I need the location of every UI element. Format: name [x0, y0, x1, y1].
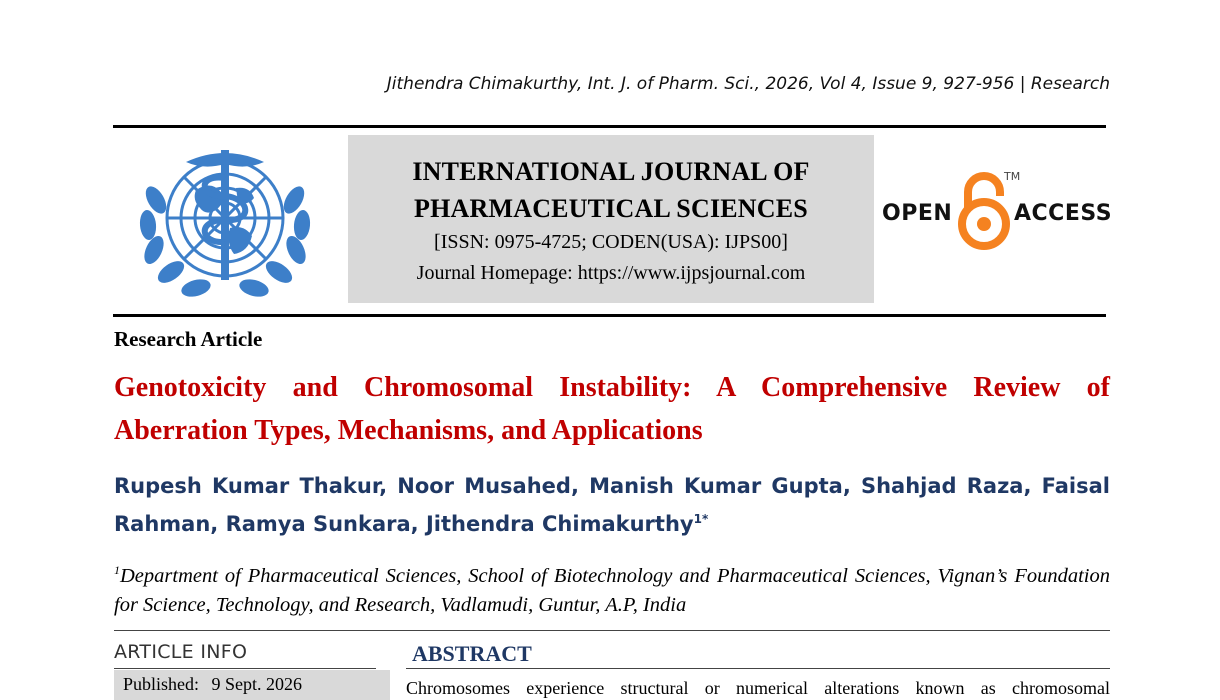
published-date: 9 Sept. 2026 — [211, 674, 303, 694]
article-info-heading: ARTICLE INFO — [114, 641, 248, 663]
open-access-word-open: OPEN — [882, 201, 953, 226]
article-title: Genotoxicity and Chromosomal Instability: A Comprehensive Review of Aberration Types, Mechanisms, and Applications — [114, 372, 1110, 446]
published-date-box — [114, 670, 390, 700]
header-top-rule — [113, 125, 1106, 128]
trademark-mark: TM — [1004, 170, 1021, 183]
journal-name-line-1: INTERNATIONAL JOURNAL OF — [412, 157, 810, 186]
article-info-underline — [114, 668, 376, 669]
journal-masthead — [348, 135, 874, 303]
author-names: Rupesh Kumar Thakur, Noor Musahed, Manish Kumar Gupta, Shahjad Raza, Faisal Rahman, Ramya Sunkara, Jithendra Chimakurthy — [114, 474, 1110, 536]
abstract-underline — [406, 668, 1110, 669]
journal-name-line-2: PHARMACEUTICAL SCIENCES — [414, 194, 808, 223]
affiliation-mark: 1 — [114, 563, 120, 577]
affiliation-divider — [114, 630, 1110, 631]
open-access-word-access: ACCESS — [1014, 201, 1113, 226]
article-type-label: Research Article — [114, 327, 263, 351]
published-label: Published: — [123, 674, 200, 694]
abstract-text: Chromosomes experience structural or numerical alterations known as chromosomal — [406, 678, 1110, 698]
journal-emblem-logo — [126, 140, 324, 305]
running-head: Jithendra Chimakurthy, Int. J. of Pharm. Sci., 2026, Vol 4, Issue 9, 927-956 | Research — [386, 74, 1110, 94]
author-list — [114, 470, 1110, 541]
corresponding-author-mark: 1* — [693, 512, 709, 526]
open-access-logo — [880, 168, 1113, 252]
abstract-heading: ABSTRACT — [412, 641, 532, 666]
journal-issn: [ISSN: 0975-4725; CODEN(USA): IJPS00] — [434, 231, 788, 253]
header-bottom-rule — [113, 314, 1106, 317]
author-affiliation — [114, 556, 1110, 620]
journal-homepage[interactable]: Journal Homepage: https://www.ijpsjournal.com — [416, 262, 806, 284]
affiliation-text: Department of Pharmaceutical Sciences, School of Biotechnology and Pharmaceutical Sciences, Vignan’s Foundation for Science, Technology, and Research, Vadlamudi, Guntur, A.P, India — [114, 564, 1110, 616]
